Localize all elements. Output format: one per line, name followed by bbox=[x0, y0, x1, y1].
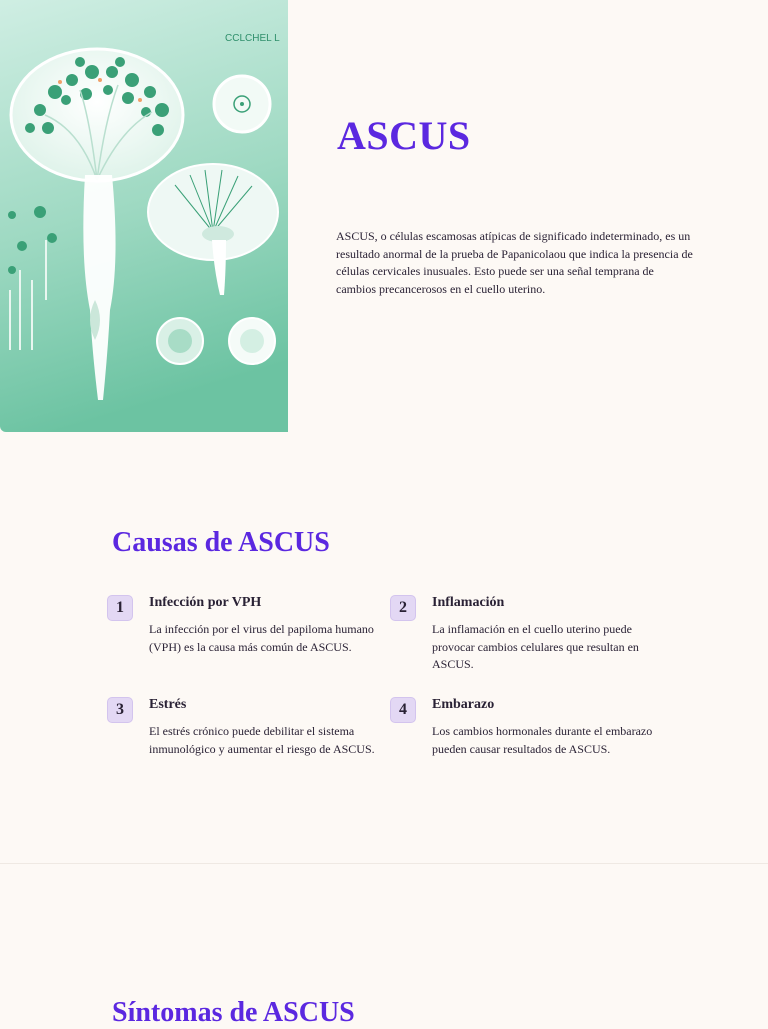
cause-name: Inflamación bbox=[432, 595, 505, 610]
cause-number-badge: 1 bbox=[107, 595, 133, 621]
page-title: ASCUS bbox=[337, 113, 471, 158]
intro-paragraph: ASCUS, o células escamosas atípicas de significado indeterminado, es un resultado anormal de la prueba de Papanicolaou que indica la presencia de células cervicales inusuales. Esto puede ser una señal temprana de cambios precancerosos en el cuello uterino. bbox=[336, 229, 693, 296]
cause-name: Embarazo bbox=[432, 697, 495, 712]
cause-name: Infección por VPH bbox=[149, 595, 262, 610]
symptoms-heading: Síntomas de ASCUS bbox=[112, 997, 355, 1028]
cause-number-badge: 2 bbox=[390, 595, 416, 621]
cause-name: Estrés bbox=[149, 697, 187, 712]
cause-number-badge: 3 bbox=[107, 697, 133, 723]
illustration-label: CCLCHEL L bbox=[225, 33, 280, 44]
cause-description: La infección por el virus del papiloma humano (VPH) es la causa más común de ASCUS. bbox=[149, 622, 374, 654]
cause-description: Los cambios hormonales durante el embarazo pueden causar resultados de ASCUS. bbox=[432, 724, 653, 756]
section-divider bbox=[0, 863, 768, 864]
cause-number-badge: 4 bbox=[390, 697, 416, 723]
cause-description: La inflamación en el cuello uterino puede provocar cambios celulares que resultan en ASCUS. bbox=[432, 622, 639, 672]
cause-description: El estrés crónico puede debilitar el sistema inmunológico y aumentar el riesgo de ASCUS. bbox=[149, 724, 375, 756]
hero-illustration bbox=[0, 0, 288, 432]
causes-heading: Causas de ASCUS bbox=[112, 527, 330, 558]
